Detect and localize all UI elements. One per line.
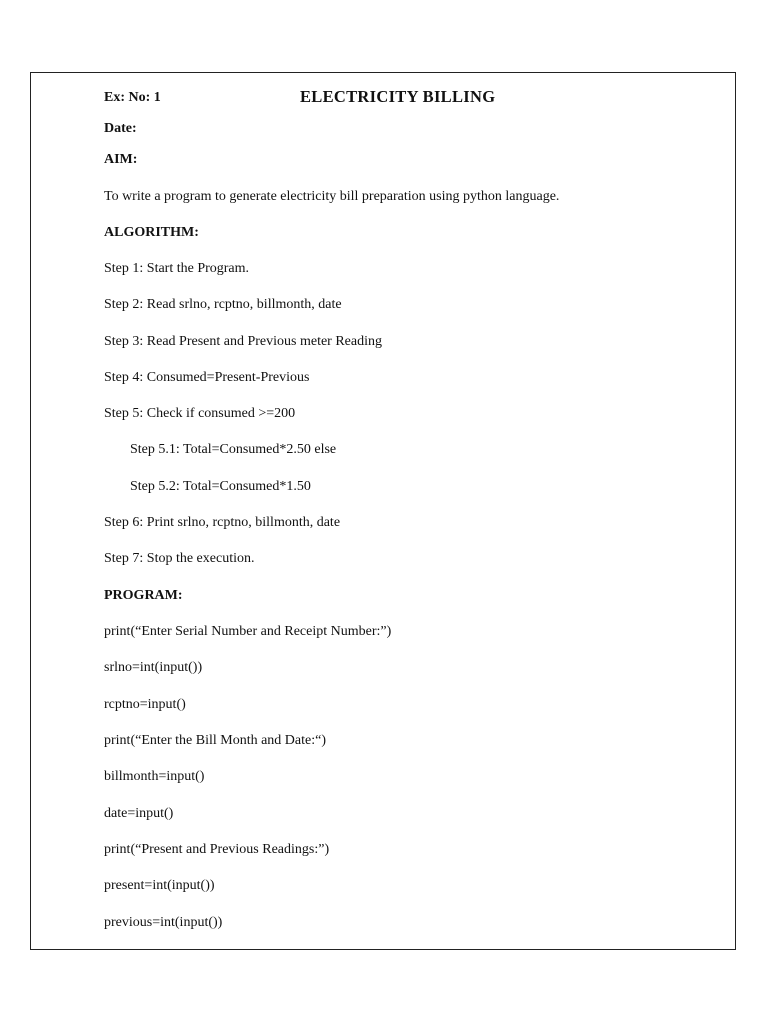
algorithm-step: Step 7: Stop the execution.	[104, 551, 255, 566]
algorithm-substep: Step 5.2: Total=Consumed*1.50	[130, 479, 311, 494]
algorithm-step: Step 2: Read srlno, rcptno, billmonth, date	[104, 297, 342, 312]
aim-heading: AIM:	[104, 152, 138, 167]
algorithm-step: Step 4: Consumed=Present-Previous	[104, 370, 310, 385]
page-title: ELECTRICITY BILLING	[300, 87, 496, 106]
algorithm-step: Step 3: Read Present and Previous meter Reading	[104, 334, 382, 349]
code-line: rcptno=input()	[104, 697, 186, 712]
algorithm-step: Step 6: Print srlno, rcptno, billmonth, date	[104, 515, 341, 530]
algorithm-step: Step 1: Start the Program.	[104, 261, 250, 276]
code-line: present=int(input())	[104, 878, 215, 893]
code-line: previous=int(input())	[104, 915, 223, 930]
algorithm-step: Step 5: Check if consumed >=200	[104, 406, 296, 421]
code-line: print(“Enter the Bill Month and Date:“)	[104, 733, 326, 748]
date-label: Date:	[104, 121, 137, 136]
code-line: print(“Enter Serial Number and Receipt Number:”)	[104, 624, 392, 639]
program-heading: PROGRAM:	[104, 588, 183, 603]
algorithm-substep: Step 5.1: Total=Consumed*2.50 else	[130, 442, 337, 457]
code-line: date=input()	[104, 806, 174, 821]
aim-text: To write a program to generate electricity bill preparation using python language.	[104, 189, 560, 204]
algorithm-heading: ALGORITHM:	[104, 225, 199, 240]
code-line: srlno=int(input())	[104, 660, 203, 675]
code-line: print(“Present and Previous Readings:”)	[104, 842, 330, 857]
code-line: billmonth=input()	[104, 769, 205, 784]
exercise-number: Ex: No: 1	[104, 90, 161, 105]
